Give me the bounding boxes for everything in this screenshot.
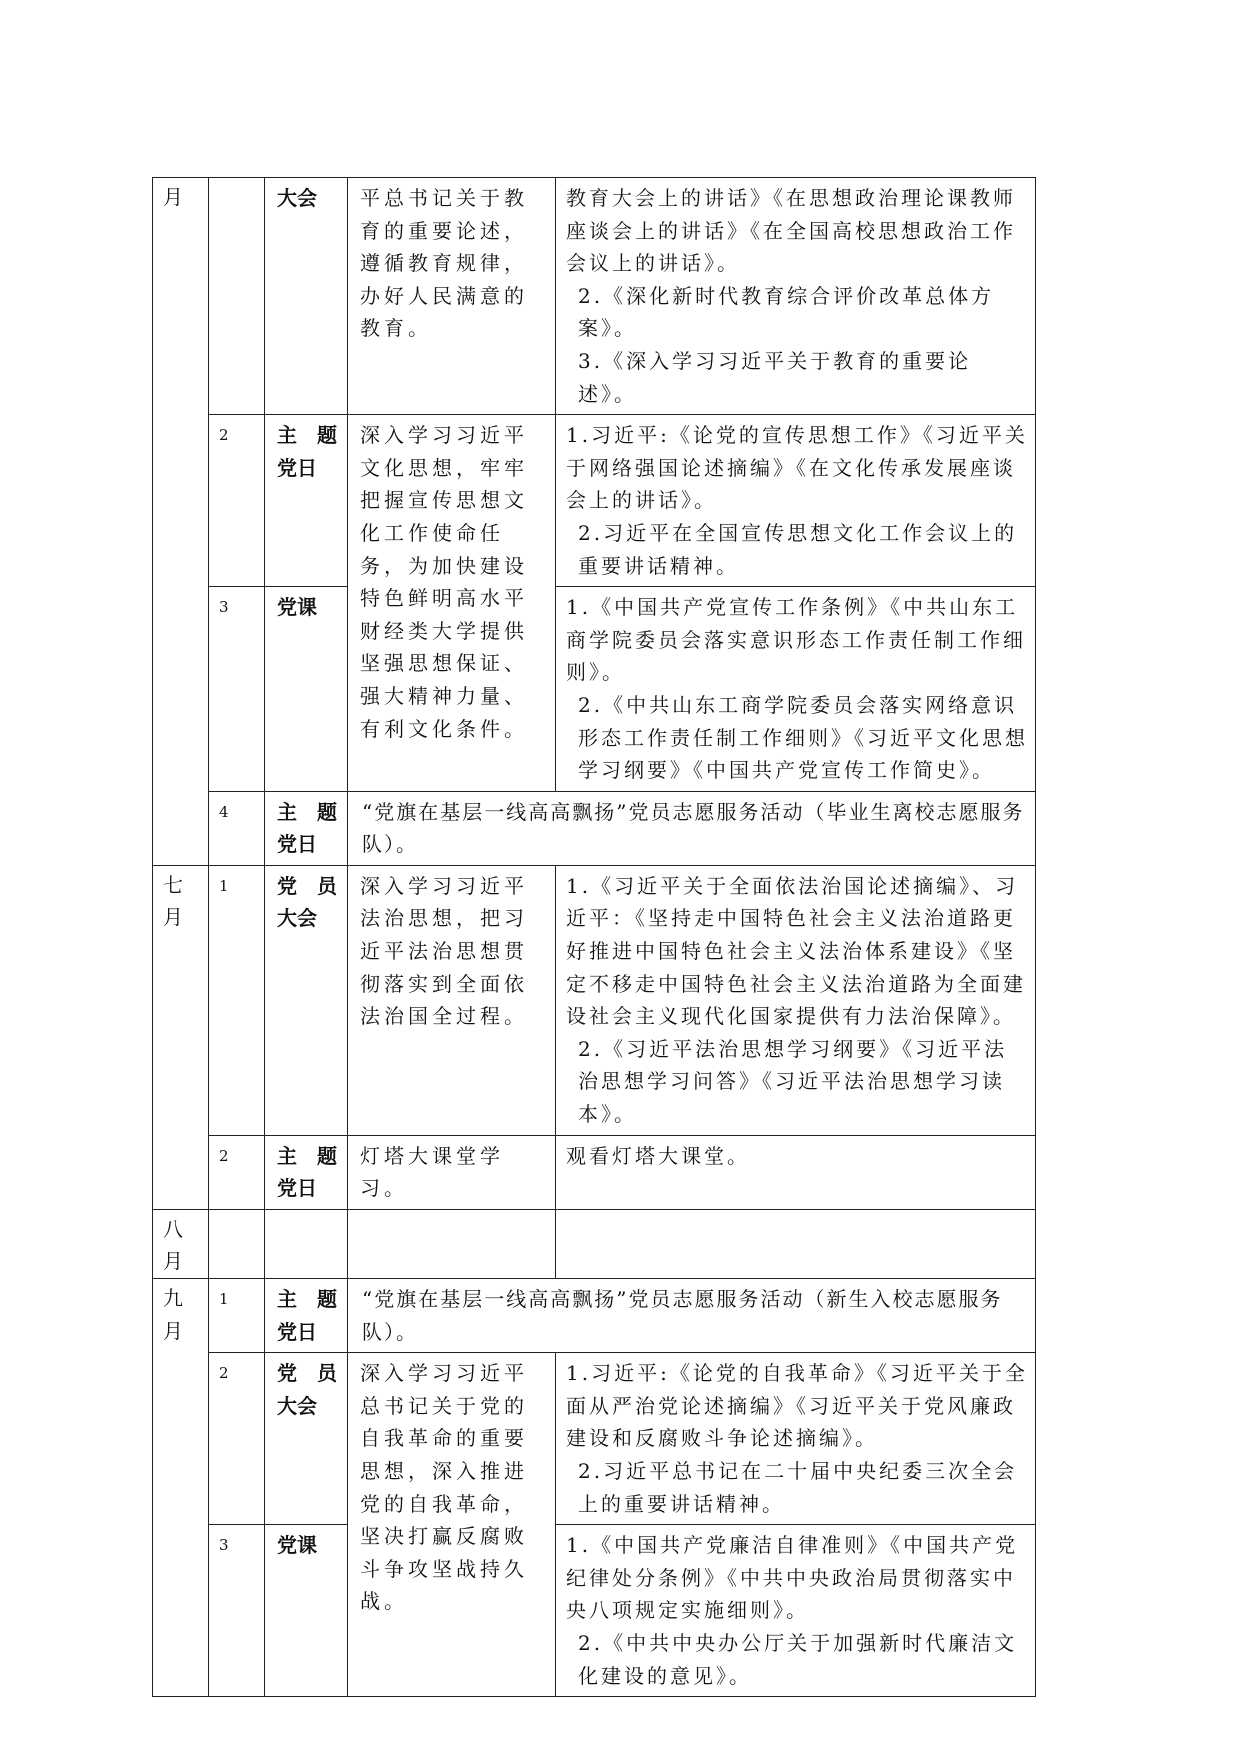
theme-cell: 灯塔大课堂学习。 xyxy=(348,1135,556,1209)
materials-cell xyxy=(556,1209,1036,1278)
seq-cell: 1 xyxy=(209,1279,265,1353)
table-row xyxy=(153,1135,1036,1209)
material-item: 2.《中共山东工商学院委员会落实网络意识形态工作责任制工作细则》《习近平文化思想学习纲要》《中国共产党宣传工作简史》。 xyxy=(578,692,1028,783)
seq-cell: 2 xyxy=(209,1353,265,1525)
seq-cell xyxy=(209,1209,265,1278)
activity-type-line: 主 题 xyxy=(277,1143,337,1168)
materials-cell: 观看灯塔大课堂。 xyxy=(556,1135,1036,1209)
seq-cell: 2 xyxy=(209,1135,265,1209)
activity-type-line: 主 题 xyxy=(277,799,337,824)
seq-cell: 3 xyxy=(209,587,265,792)
table-row xyxy=(153,865,1036,1135)
materials-cell xyxy=(556,865,1036,1135)
activity-type-line: 党 员 xyxy=(277,1361,337,1386)
activity-type-cell xyxy=(265,1353,348,1525)
activity-description-cell: “党旗在基层一线高高飘扬”党员志愿服务活动（新生入校志愿服务队）。 xyxy=(348,1279,1036,1353)
seq-cell: 3 xyxy=(209,1525,265,1697)
activity-type-line: 党日 xyxy=(277,1176,317,1201)
seq-cell: 2 xyxy=(209,415,265,587)
materials-cell xyxy=(556,178,1036,415)
activity-type-line: 党 员 xyxy=(277,873,337,898)
seq-cell: 1 xyxy=(209,865,265,1135)
material-item: 3.《深入学习习近平关于教育的重要论述》。 xyxy=(578,348,972,406)
table-row xyxy=(153,791,1036,865)
materials-cell xyxy=(556,587,1036,792)
table-row xyxy=(153,1525,1036,1697)
material-item: 2.《深化新时代教育综合评价改革总体方案》。 xyxy=(578,283,995,341)
theme-cell: 平总书记关于教育的重要论述，遵循教育规律，办好人民满意的教育。 xyxy=(348,178,556,415)
seq-cell: 4 xyxy=(209,791,265,865)
table-row xyxy=(153,587,1036,792)
material-item: 2.习近平总书记在二十届中央纪委三次全会上的重要讲话精神。 xyxy=(578,1458,1018,1516)
activity-type-line: 党日 xyxy=(277,455,317,480)
table-row xyxy=(153,1353,1036,1525)
material-item: 教育大会上的讲话》《在思想政治理论课教师座谈会上的讲话》《在全国高校思想政治工作会议上的讲话》。 xyxy=(566,186,1016,276)
month-cell: 九月 xyxy=(153,1279,209,1697)
activity-type-line: 大会 xyxy=(277,906,317,931)
activity-type-line: 主 题 xyxy=(277,423,337,448)
materials-cell xyxy=(556,1353,1036,1525)
activity-type-cell xyxy=(265,1279,348,1353)
theme-cell: 深入学习习近平文化思想，牢牢把握宣传思想文化工作使命任务，为加快建设特色鲜明高水平财经类大学提供坚强思想保证、强大精神力量、有利文化条件。 xyxy=(348,415,556,792)
material-item: 1.《中国共产党廉洁自律准则》《中国共产党纪律处分条例》《中共中央政治局贯彻落实中央八项规定实施细则》。 xyxy=(566,1533,1019,1623)
month-cell: 八月 xyxy=(153,1209,209,1278)
activity-type-cell xyxy=(265,1135,348,1209)
table-row xyxy=(153,1209,1036,1278)
activity-type-line: 主 题 xyxy=(277,1287,337,1311)
activity-type-cell xyxy=(265,415,348,587)
theme-cell: 深入学习习近平法治思想，把习近平法治思想贯彻落实到全面依法治国全过程。 xyxy=(348,865,556,1135)
material-item: 2.习近平在全国宣传思想文化工作会议上的重要讲话精神。 xyxy=(578,520,1018,578)
material-item: 2.《习近平法治思想学习纲要》《习近平法治思想学习问答》《习近平法治思想学习读本》。 xyxy=(578,1036,1008,1127)
material-item: 2.《中共中央办公厅关于加强新时代廉洁文化建设的意见》。 xyxy=(578,1630,1018,1688)
table-row xyxy=(153,1279,1036,1353)
theme-cell xyxy=(348,1209,556,1278)
material-item: 1.习近平:《论党的自我革命》《习近平关于全面从严治党论述摘编》《习近平关于党风廉政建设和反腐败斗争论述摘编》。 xyxy=(566,1361,1028,1451)
materials-cell xyxy=(556,1525,1036,1697)
activity-type-line: 大会 xyxy=(277,1393,317,1418)
material-item: 1.《习近平关于全面依法治国论述摘编》、习近平：《坚持走中国特色社会主义法治道路更好推进中国特色社会主义法治体系建设》《坚定不移走中国特色社会主义法治道路为全面建设社会主义现代化国家提供有力法治保障》。 xyxy=(566,873,1026,1029)
theme-cell: 深入学习习近平总书记关于党的自我革命的重要思想，深入推进党的自我革命，坚决打赢反腐败斗争攻坚战持久战。 xyxy=(348,1353,556,1697)
activity-type-cell xyxy=(265,865,348,1135)
seq-cell xyxy=(209,178,265,415)
plan-table-page xyxy=(152,177,1035,1697)
activity-type-cell xyxy=(265,1209,348,1278)
table-row xyxy=(153,415,1036,587)
month-cell: 月 xyxy=(153,178,209,866)
table-row xyxy=(153,178,1036,415)
materials-cell xyxy=(556,415,1036,587)
activity-type-line: 党日 xyxy=(277,832,317,857)
month-cell: 七月 xyxy=(153,865,209,1209)
study-plan-table xyxy=(152,177,1036,1697)
activity-type-cell xyxy=(265,791,348,865)
activity-type-cell: 党课 xyxy=(265,587,348,792)
activity-type-cell: 大会 xyxy=(265,178,348,415)
activity-type-line: 党日 xyxy=(277,1319,317,1344)
activity-description-cell: “党旗在基层一线高高飘扬”党员志愿服务活动（毕业生离校志愿服务队）。 xyxy=(348,791,1036,865)
activity-type-cell: 党课 xyxy=(265,1525,348,1697)
material-item: 1.《中国共产党宣传工作条例》《中共山东工商学院委员会落实意识形态工作责任制工作细则》。 xyxy=(566,595,1026,685)
material-item: 1.习近平:《论党的宣传思想工作》《习近平关于网络强国论述摘编》《在文化传承发展座谈会上的讲话》。 xyxy=(566,423,1028,513)
